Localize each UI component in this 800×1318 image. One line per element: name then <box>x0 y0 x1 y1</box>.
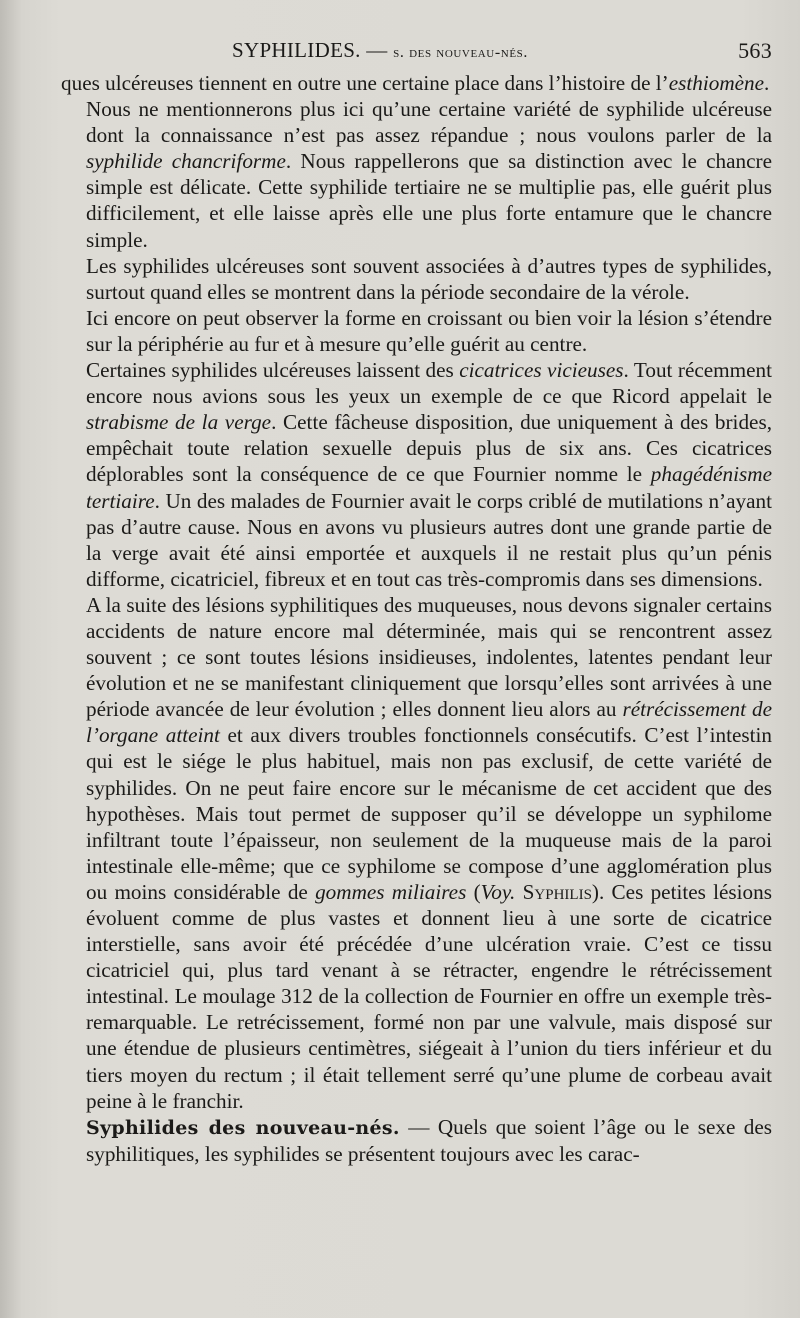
italic-term: strabisme de la verge <box>86 410 272 435</box>
italic-term: rétrécissement de l’organe atteint <box>86 697 772 748</box>
text-segment: . Cette fâcheuse disposition, due uniquement à des brides, empêchait toute relation sexuelle depuis plus de six ans. Ces cicatrices déplorables sont la conséquence de ce que Fournier nomme le <box>86 410 772 487</box>
running-title <box>232 38 528 63</box>
text-segment: ( <box>466 879 481 904</box>
text-segment: . Tout récemment encore nous avions sous les yeux un exemple de ce que Ricord appelait le <box>86 358 772 409</box>
header-title: SYPHILIDES. <box>232 38 361 62</box>
text-segment: ). Ces petites lésions évoluent comme de plus vastes et donnent lieu à une sorte de cicatrice interstielle, sans avoir été précédée d’une ulcération vraie. C’est ce tissu cicatriciel qui, plus tard venant à se rétracter, engendre le rétrécissement intestinal. Le moulage 312 de la collection de Fournier en offre un exemple très-remarquable. Le retrécissement, formé non par une valvule, mais disposé sur une étendue de plusieurs centimètres, siégeait à l’union du tiers inférieur et du tiers moyen du rectum ; il était tellement serré qu’une plume de corbeau avait peine à le franchir. <box>86 879 772 1113</box>
text-segment: . Nous rappellerons que sa distinction avec le chancre simple est délicate. Cette syphilide tertiaire ne se multiplie pas, elle guérit plus difficilement, et elle laisse après elle une plus forte entamure que le chancre simple. <box>86 149 772 252</box>
text-segment: . <box>764 71 770 95</box>
paragraph <box>86 96 772 253</box>
italic-term: cicatrices vicieuses <box>459 358 624 383</box>
header-dash: — <box>366 38 388 62</box>
text-segment: — Quels que soient l’âge ou le sexe des syphilitiques, les syphilides se présentent toujours avec les carac- <box>86 1114 772 1166</box>
paragraph <box>86 592 772 1114</box>
text-segment: Certaines syphilides ulcéreuses laissent des <box>86 358 460 383</box>
italic-term: gommes miliaires <box>315 879 467 904</box>
italic-term: phagédénisme tertiaire <box>86 462 772 513</box>
text-segment: . Un des malades de Fournier avait le corps criblé de mutilations n’ayant pas d’autre cause. Nous en avons vu plusieurs autres dont une grande partie de la verge avait été ainsi emportée et auxquels il ne restait plus qu’un pénis difforme, cicatriciel, fibreux et en tout cas très-compromis dans ses dimensions. <box>86 488 772 591</box>
text-segment: Ici encore on peut observer la forme en croissant ou bien voir la lésion s’étendre sur la périphérie au fur et à mesure qu’elle guérit au centre. <box>86 305 772 356</box>
section-heading: Syphilides des nouveau-nés. <box>86 1116 400 1139</box>
header-subtitle: s. des nouveau-nés. <box>393 44 528 61</box>
italic-term: syphilide chancriforme <box>86 149 286 174</box>
running-header <box>86 38 772 70</box>
text-segment: ques ulcéreuses tiennent en outre une certaine place dans l’histoire de l’ <box>61 71 669 95</box>
italic-term: esthiomène <box>668 71 765 95</box>
section-heading-paragraph <box>86 1114 772 1167</box>
text-segment: et aux divers troubles fonctionnels consécutifs. C’est l’intestin qui est le siége le plus habituel, mais non pas exclusif, de cette variété de syphilides. On ne peut faire encore sur le mécanisme de cet accident que des hypothèses. Mais tout permet de supposer qu’il se développe un syphilome infiltrant toute l’épaisseur, non seulement de la muqueuse mais de la paroi intestinale elle-même; que ce syphilome se compose d’une agglomération plus ou moins considérable de <box>86 723 772 904</box>
text-segment: A la suite des lésions syphilitiques des muqueuses, nous devons signaler certains accidents de nature encore mal déterminée, mais qui se rencontrent assez souvent ; ce sont toutes lésions insidieuses, indolentes, latentes pendant leur évolution et ne se manifestant cliniquement que lorsqu’elles sont arrivées à une période avancée de leur évolution ; elles donnent lieu alors au <box>86 592 772 722</box>
italic-term: Voy. <box>480 879 516 904</box>
text-segment: Syphilis <box>522 879 592 904</box>
paragraph <box>86 253 772 305</box>
text-segment: Nous ne mentionnerons plus ici qu’une certaine variété de syphilide ulcéreuse dont la connaissance n’est pas assez répandue ; nous voulons parler de la <box>86 97 772 148</box>
text-segment <box>515 880 522 904</box>
body-text <box>61 70 772 1167</box>
paragraph <box>86 305 772 357</box>
paragraph-continued <box>61 70 772 96</box>
page-number: 563 <box>738 38 772 63</box>
paragraph <box>86 357 772 592</box>
text-segment: Les syphilides ulcéreuses sont souvent associées à d’autres types de syphilides, surtout quand elles se montrent dans la période secondaire de la vérole. <box>86 253 772 304</box>
